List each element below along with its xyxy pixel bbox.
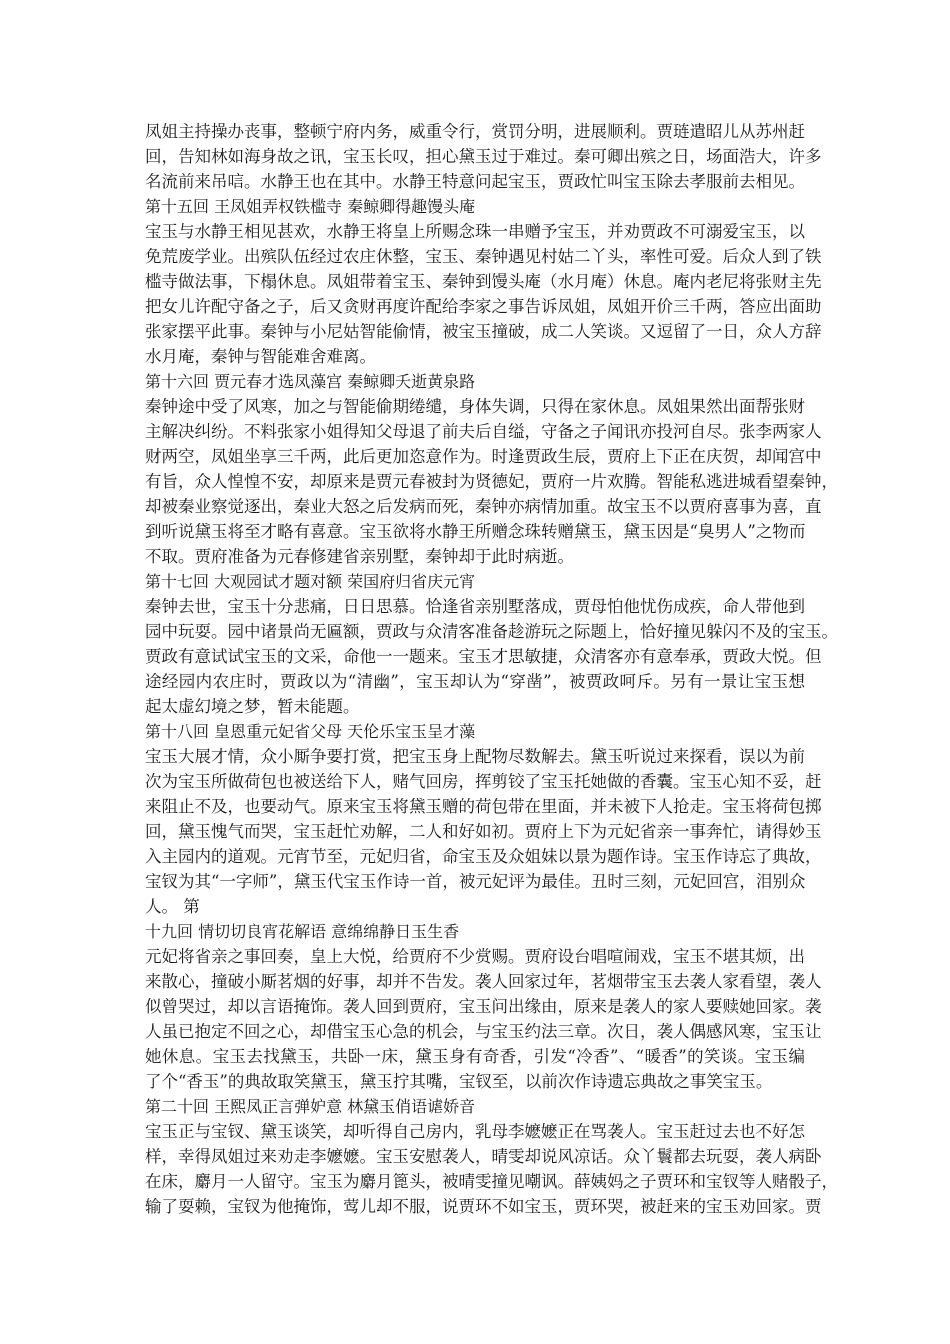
text-line: 免荒废学业。出殡队伍经过农庄休整，宝玉、秦钟遇见村姑二丫头，率性可爱。后众人到了铁 [145,247,822,266]
text-line: 来阻止不及，也要动气。原来宝玉将黛玉赠的荷包带在里面，并未被下人抢走。宝玉将荷包掷 [145,797,822,816]
text-line: 回，告知林如海身故之讯，宝玉长叹，担心黛玉过于难过。秦可卿出殡之日，场面浩大，许多 [145,147,822,166]
text-line: 秦钟去世，宝玉十分悲痛，日日思慕。恰逢省亲别墅落成，贾母怕他忧伤成疾，命人带他到 [145,597,805,616]
chapter-heading: 第十八回 皇恩重元妃省父母 天伦乐宝玉呈才藻 [145,722,476,741]
chapter-heading: 第十六回 贾元春才选凤藻宫 秦鲸卿夭逝黄泉路 [145,372,476,391]
text-line: 凤姐主持操办丧事，整顿宁府内务，威重令行，赏罚分明，进展顺利。贾琏遣昭儿从苏州赶 [145,122,805,141]
chapter-heading: 十九回 情切切良宵花解语 意绵绵静日玉生香 [145,922,460,941]
text-line: 在床，麝月一人留守。宝玉为麝月篦头，被晴雯撞见嘲讽。薛姨妈之子贾环和宝钗等人赌骰子， [145,1172,838,1191]
text-line: 槛寺做法事，下榻休息。凤姐带着宝玉、秦钟到馒头庵（水月庵）休息。庵内老尼将张财主先 [145,272,822,291]
text-line: 主解决纠纷。不料张家小姐得知父母退了前夫后自缢，守备之子闻讯亦投河自尽。张李两家人 [145,422,822,441]
text-line: 却被秦业察觉逐出，秦业大怒之后发病而死，秦钟亦病情加重。故宝玉不以贾府喜事为喜，直 [145,497,822,516]
text-line: 起太虚幻境之梦，暂未能题。 [145,697,360,716]
text-line: 财两空，凤姐坐享三千两，此后更加恣意作为。时逢贾政生辰，贾府上下正在庆贺，却闻宫中 [145,447,822,466]
text-line: 秦钟途中受了风寒，加之与智能偷期绻缱，身体失调，只得在家休息。凤姐果然出面帮张财 [145,397,805,416]
text-line: 宝玉大展才情，众小厮争要打赏，把宝玉身上配物尽数解去。黛玉听说过来探看，误以为前 [145,747,805,766]
chapter-heading: 第十七回 大观园试才题对额 荣国府归省庆元宵 [145,572,476,591]
chapter-heading: 第十五回 王凤姐弄权铁槛寺 秦鲸卿得趣馒头庵 [145,197,476,216]
text-line: 回，黛玉愧气而哭，宝玉赶忙劝解，二人和好如初。贾府上下为元妃省亲一事奔忙，请得妙玉 [145,822,822,841]
text-line: 元妃将省亲之事回奏，皇上大悦，给贾府不少赏赐。贾府设台唱喧闹戏，宝玉不堪其烦，出 [145,947,805,966]
text-line: 她休息。宝玉去找黛玉，共卧一床，黛玉身有奇香，引发“冷香”、“暖香”的笑谈。宝玉编 [145,1047,805,1066]
text-line: 来散心，撞破小厮茗烟的好事，却并不告发。袭人回家过年，茗烟带宝玉去袭人家看望，袭人 [145,972,822,991]
document-body [145,119,838,1219]
text-line: 到听说黛玉将至才略有喜意。宝玉欲将水静王所赠念珠转赠黛玉，黛玉因是“臭男人”之物而 [145,522,806,541]
text-line: 宝玉与水静王相见甚欢，水静王将皇上所赐念珠一串赠予宝玉，并劝贾政不可溺爱宝玉，以 [145,222,805,241]
text-line: 园中玩耍。园中诸景尚无匾额，贾政与众清客准备趁游玩之际题上，恰好撞见躲闪不及的宝玉。 [145,622,838,641]
text-line: 把女儿许配守备之子，后又贪财再度许配给李家之事告诉凤姐，凤姐开价三千两，答应出面助 [145,297,822,316]
text-line: 宝玉正与宝钗、黛玉谈笑，却听得自己房内，乳母李嬷嬷正在骂袭人。宝玉赶过去也不好怎 [145,1122,805,1141]
text-line: 有旨，众人惶惶不安，却原来是贾元春被封为贤德妃，贾府一片欢腾。智能私逃进城看望秦钟， [145,472,838,491]
text-line: 人。 第 [145,897,200,916]
text-line: 贾政有意试试宝玉的文采，命他一一题来。宝玉才思敏捷，众清客亦有意奉承，贾政大悦。但 [145,647,822,666]
text-line: 样，幸得凤姐过来劝走李嬷嬷。宝玉安慰袭人，晴雯却说风凉话。众丫鬟都去玩耍，袭人病卧 [145,1147,822,1166]
text-line: 名流前来吊唁。水静王也在其中。水静王特意问起宝玉，贾政忙叫宝玉除去孝服前去相见。 [145,172,805,191]
text-line: 水月庵，秦钟与智能难舍难离。 [145,347,376,366]
text-line: 次为宝玉所做荷包也被送给下人，赌气回房，挥剪铰了宝玉托她做的香囊。宝玉心知不妥，赶 [145,772,822,791]
text-line: 张家摆平此事。秦钟与小尼姑智能偷情，被宝玉撞破，成二人笑谈。又逗留了一日，众人方辞 [145,322,822,341]
text-line: 了个“香玉”的典故取笑黛玉，黛玉拧其嘴，宝钗至，以前次作诗遗忘典故之事笑宝玉。 [145,1072,773,1091]
text-line: 不取。贾府准备为元春修建省亲别墅，秦钟却于此时病逝。 [145,547,574,566]
chapter-heading: 第二十回 王熙凤正言弹妒意 林黛玉俏语谑娇音 [145,1097,476,1116]
text-line: 人虽已抱定不回之心，却借宝玉心急的机会，与宝玉约法三章。次日，袭人偶感风寒，宝玉让 [145,1022,822,1041]
text-line: 途经园内农庄时，贾政以为“清幽”，宝玉却认为“穿凿”，被贾政呵斥。另有一景让宝玉想 [145,672,805,691]
text-line: 似曾哭过，却以言语掩饰。袭人回到贾府，宝玉问出缘由，原来是袭人的家人要赎她回家。袭 [145,997,822,1016]
text-line: 宝钗为其“一字师”，黛玉代宝玉作诗一首，被元妃评为最佳。丑时三刻，元妃回宫，泪别众 [145,872,806,891]
text-line: 输了耍赖，宝钗为他掩饰，莺儿却不服，说贾环不如宝玉，贾环哭，被赶来的宝玉劝回家。贾 [145,1197,822,1216]
text-line: 入主园内的道观。元宵节至，元妃归省，命宝玉及众姐妹以景为题作诗。宝玉作诗忘了典故， [145,847,822,866]
